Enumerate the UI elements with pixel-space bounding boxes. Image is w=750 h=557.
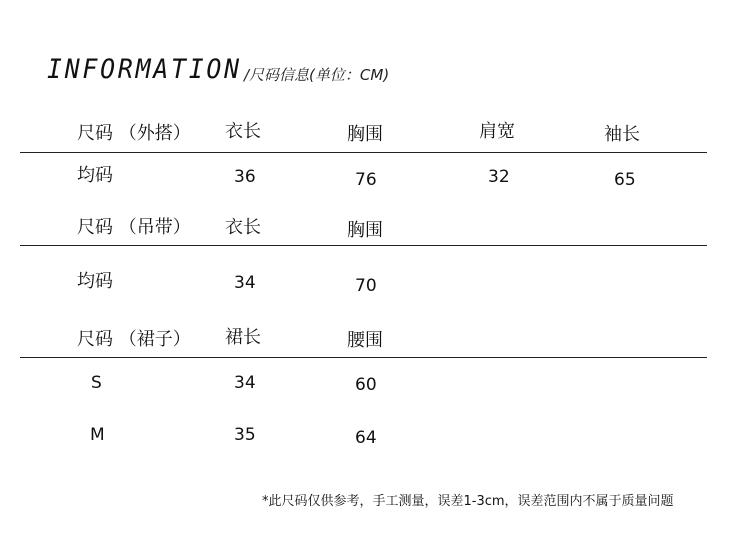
cell-waist: 60	[355, 375, 377, 395]
table-divider	[20, 245, 707, 246]
cell-skirt-length: 35	[234, 425, 256, 445]
cell-bust: 70	[355, 276, 377, 296]
column-header-length: 衣长	[225, 121, 261, 142]
row-size-label: M	[90, 425, 105, 445]
column-header-shoulder: 肩宽	[479, 121, 515, 142]
cell-skirt-length: 34	[234, 373, 256, 393]
cell-bust: 76	[355, 170, 377, 190]
column-header-length: 衣长	[225, 217, 261, 238]
column-header-size: 尺码 （外搭）	[77, 123, 191, 144]
cell-length: 34	[234, 273, 256, 293]
cell-sleeve: 65	[614, 170, 636, 190]
column-header-sleeve: 袖长	[604, 124, 640, 145]
row-size-label: S	[91, 373, 102, 393]
cell-length: 36	[234, 167, 256, 187]
page-subtitle: /尺码信息(单位：CM)	[244, 66, 390, 84]
column-header-size: 尺码 （吊带）	[77, 217, 191, 238]
column-header-bust: 胸围	[347, 124, 383, 145]
row-size-label: 均码	[77, 165, 113, 186]
column-header-bust: 胸围	[347, 220, 383, 241]
row-size-label: 均码	[77, 271, 113, 292]
footer-note: *此尺码仅供参考，手工测量，误差1-3cm，误差范围内不属于质量问题	[262, 494, 674, 509]
cell-waist: 64	[355, 428, 377, 448]
cell-shoulder: 32	[488, 167, 510, 187]
column-header-skirt-length: 裙长	[225, 327, 261, 348]
table-divider	[20, 152, 707, 153]
table-divider	[20, 357, 707, 358]
column-header-size: 尺码 （裙子）	[77, 329, 191, 350]
column-header-waist: 腰围	[347, 330, 383, 351]
page-title: INFORMATION	[47, 54, 242, 85]
